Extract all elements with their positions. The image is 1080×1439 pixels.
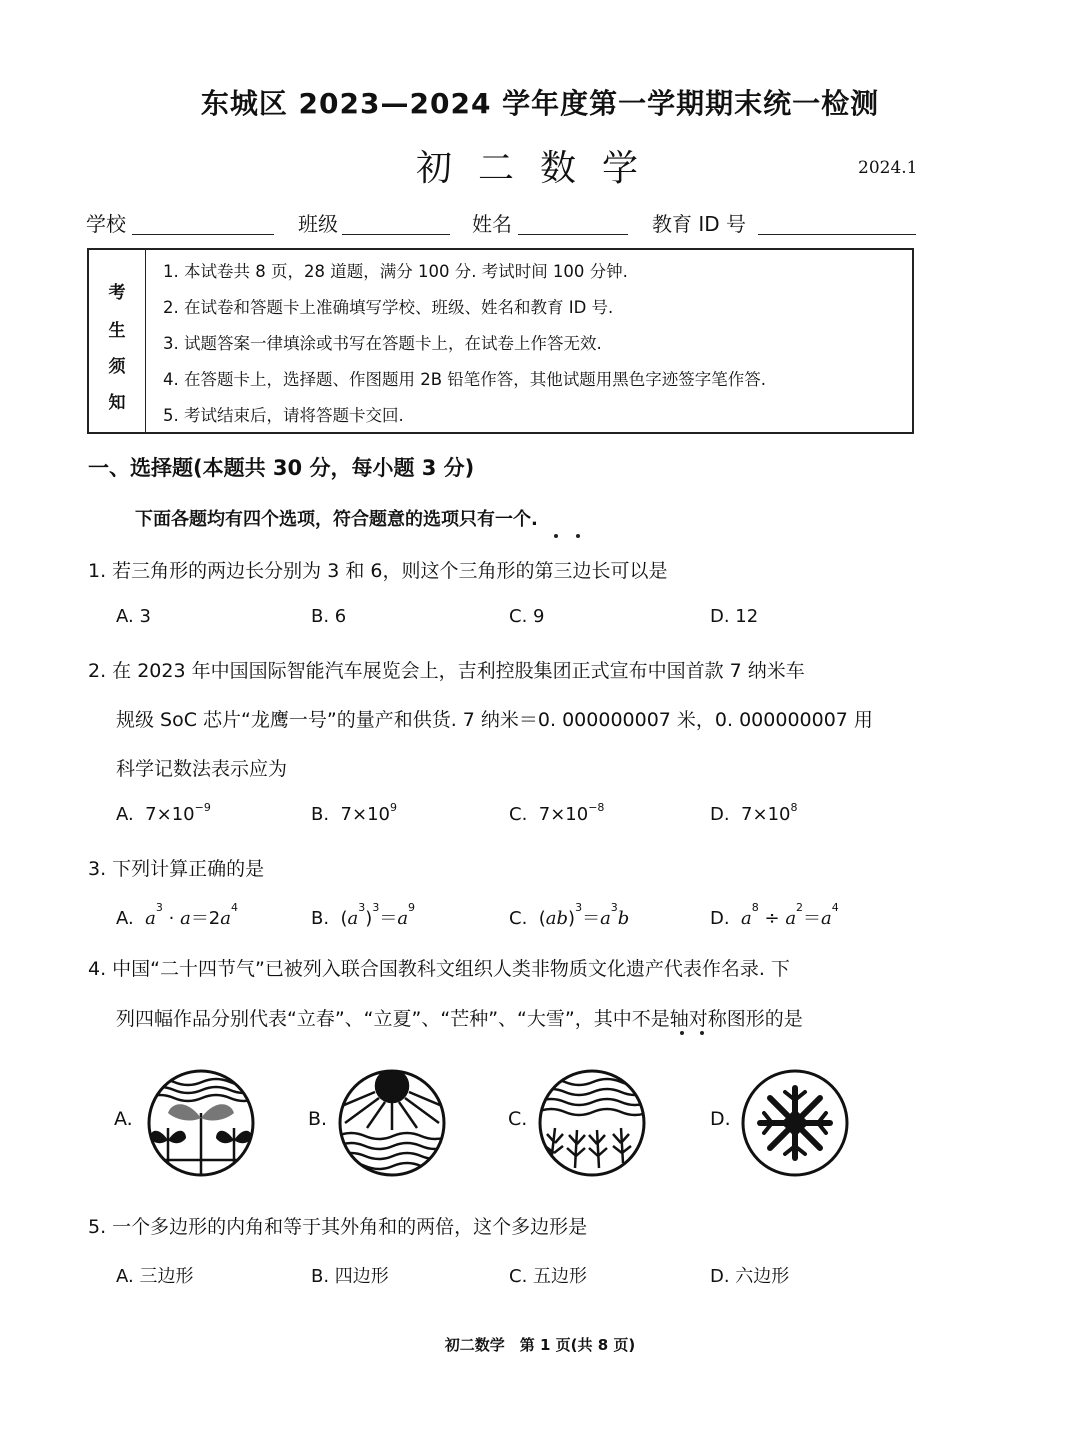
notice-item: 2. 在试卷和答题卡上准确填写学校、班级、姓名和教育 ID 号.: [163, 298, 614, 317]
q2-option-d[interactable]: [710, 801, 798, 825]
q2-option-c[interactable]: [509, 801, 605, 825]
examinee-notice-box: [87, 248, 914, 434]
question-4-line-2: 列四幅作品分别代表“立春”、“立夏”、“芒种”、“大雪”，其中不是轴对称图形的是: [116, 1008, 803, 1030]
option-label: D.: [710, 804, 730, 825]
sprout-icon[interactable]: [146, 1068, 256, 1178]
class-label: 班级: [298, 212, 338, 236]
q3-option-c[interactable]: C. $(ab)^3=a^3b$: [509, 901, 630, 929]
edu-id-field[interactable]: [758, 234, 916, 235]
notice-heading-char: 知: [108, 393, 126, 413]
section-title: 一、选择题(本题共 30 分，每小题 3 分): [88, 456, 475, 480]
q4-figure-label-c[interactable]: C.: [508, 1108, 528, 1130]
option-label: A.: [116, 804, 134, 825]
question-1-stem: 1. 若三角形的两边长分别为 3 和 6，则这个三角形的第三边长可以是: [88, 560, 668, 582]
option-label: A.: [116, 908, 134, 929]
exponent: −9: [194, 801, 211, 814]
emphasis-dot: [554, 534, 558, 538]
question-2-line-3: 科学记数法表示应为: [116, 758, 288, 780]
q4-figure-label-d[interactable]: D.: [710, 1108, 731, 1130]
option-value: 7×10: [340, 804, 390, 825]
q2-option-a[interactable]: [116, 801, 211, 825]
class-field[interactable]: [342, 234, 450, 235]
exam-date: 2024.1: [858, 158, 918, 178]
exponent: 8: [790, 801, 798, 814]
option-label: C.: [509, 908, 528, 929]
exponent: −8: [588, 801, 605, 814]
q3-option-d[interactable]: D. $a^8 \div a^2=a^4$: [710, 901, 839, 929]
question-4-line-1: 4. 中国“二十四节气”已被列入联合国教科文组织人类非物质文化遗产代表作名录. 下: [88, 958, 790, 980]
q5-option-c[interactable]: C. 五边形: [509, 1266, 588, 1287]
q5-option-b[interactable]: B. 四边形: [311, 1266, 389, 1287]
q3-option-b[interactable]: B. $(a^3)^3=a^9$: [311, 901, 416, 929]
q4-figure-label-b[interactable]: B.: [308, 1108, 328, 1130]
sun-icon[interactable]: [337, 1068, 447, 1178]
q1-option-c[interactable]: C. 9: [509, 606, 545, 627]
student-info-row: [86, 208, 916, 238]
q1-option-d[interactable]: D. 12: [710, 606, 759, 627]
notice-item: 4. 在答题卡上，选择题、作图题用 2B 铅笔作答，其他试题用黑色字迹签字笔作答.: [163, 370, 767, 389]
notice-item: 5. 考试结束后，请将答题卡交回.: [163, 406, 404, 425]
q5-option-a[interactable]: A. 三边形: [116, 1266, 194, 1287]
question-2-line-2: 规级 SoC 芯片“龙鹰一号”的量产和供货. 7 纳米＝0. 000000007 米，0. 000000007 用: [116, 709, 873, 731]
name-label: 姓名: [472, 212, 512, 236]
notice-list: [163, 260, 766, 440]
subject-title: 初二数学: [415, 148, 664, 189]
notice-heading-char: 须: [108, 357, 126, 377]
q1-option-b[interactable]: B. 6: [311, 606, 347, 627]
question-3-stem: 3. 下列计算正确的是: [88, 858, 265, 880]
q3-option-a[interactable]: A. $a^3 \cdot a=2a^4$: [116, 901, 238, 929]
q4-figure-label-a[interactable]: A.: [114, 1108, 133, 1130]
option-label: C.: [509, 804, 528, 825]
section-instruction: 下面各题均有四个选项，符合题意的选项只有一个.: [135, 509, 538, 530]
school-label: 学校: [86, 212, 126, 236]
notice-item: 3. 试题答案一律填涂或书写在答题卡上，在试卷上作答无效.: [163, 334, 602, 353]
option-value: 7×10: [145, 804, 195, 825]
notice-heading-char: 生: [108, 321, 126, 341]
exponent: 9: [389, 801, 397, 814]
edu-id-label: 教育 ID 号: [652, 212, 747, 236]
emphasis-dot: [680, 1031, 684, 1035]
q1-option-a[interactable]: A. 3: [116, 606, 151, 627]
option-value: 7×10: [741, 804, 791, 825]
question-5-stem: 5. 一个多边形的内角和等于其外角和的两倍，这个多边形是: [88, 1216, 588, 1238]
emphasis-dot: [700, 1031, 704, 1035]
grain-icon[interactable]: [537, 1068, 647, 1178]
notice-item: 1. 本试卷共 8 页，28 道题，满分 100 分. 考试时间 100 分钟.: [163, 262, 628, 281]
question-2-line-1: 2. 在 2023 年中国国际智能汽车展览会上，吉利控股集团正式宣布中国首款 7 纳米车: [88, 660, 805, 682]
school-field[interactable]: [132, 234, 274, 235]
option-label: B.: [311, 804, 330, 825]
name-field[interactable]: [518, 234, 628, 235]
page-footer: 初二数学 第 1 页(共 8 页): [444, 1336, 636, 1354]
q2-option-b[interactable]: [311, 801, 397, 825]
emphasis-dot: [576, 534, 580, 538]
notice-heading: [89, 250, 146, 432]
exam-title: 东城区 2023—2024 学年度第一学期期末统一检测: [200, 87, 880, 120]
notice-heading-char: 考: [108, 283, 126, 303]
q5-option-d[interactable]: D. 六边形: [710, 1266, 790, 1287]
snowflake-icon[interactable]: [740, 1068, 850, 1178]
option-label: B.: [311, 908, 330, 929]
option-value: 7×10: [538, 804, 589, 825]
option-label: D.: [710, 908, 730, 929]
